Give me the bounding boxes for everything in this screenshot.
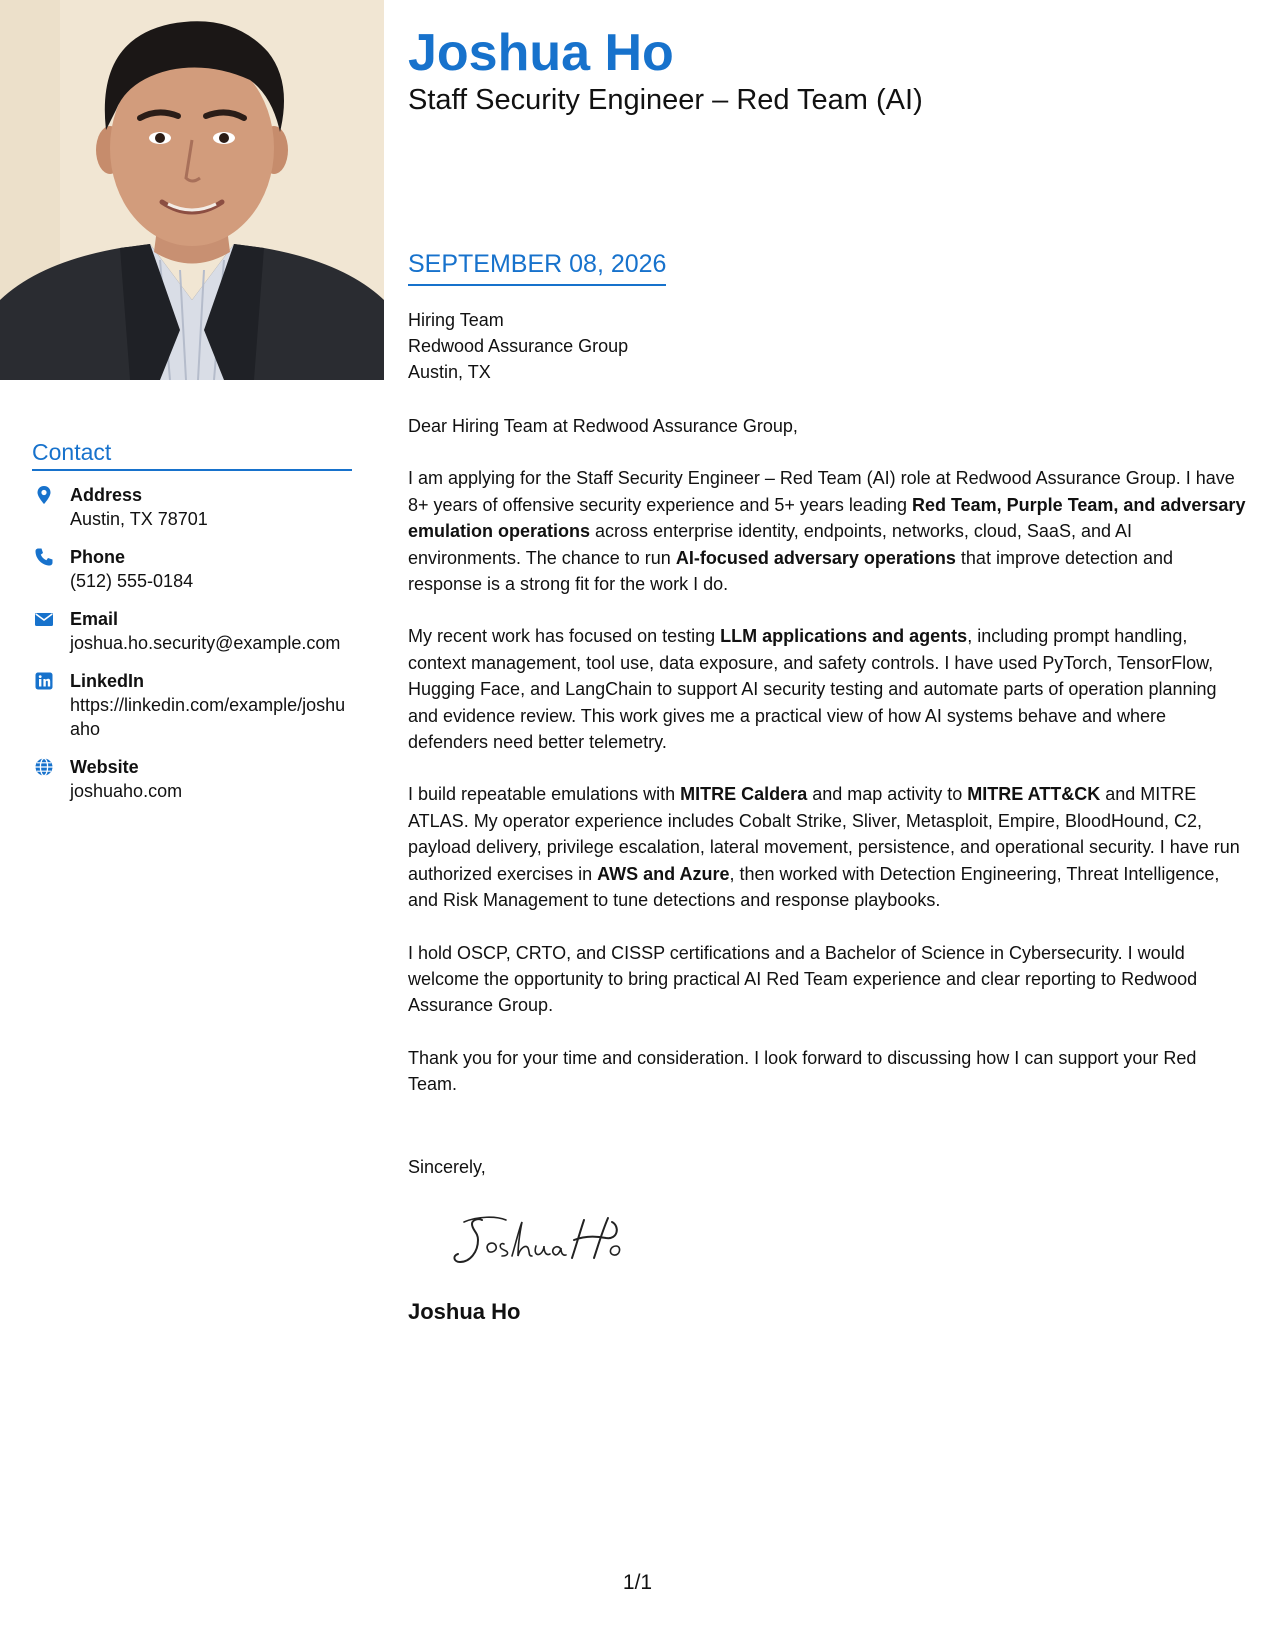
contact-section xyxy=(32,438,352,817)
job-title: Staff Security Engineer – Red Team (AI) xyxy=(408,84,923,116)
p3-text-a: I build repeatable emulations with xyxy=(408,784,681,805)
contact-website xyxy=(32,755,352,803)
p3-bold-2: MITRE ATT&CK xyxy=(967,784,1101,805)
p3-text-e: , then worked with Detection Engineering, Threat Intelligence, and Risk Management to tune detections and response playbooks. xyxy=(408,863,1220,911)
location-pin-icon xyxy=(34,485,54,505)
recipient-block xyxy=(408,307,628,385)
header xyxy=(408,24,1250,118)
linkedin-icon xyxy=(34,671,54,691)
address-label: Address xyxy=(70,485,143,505)
profile-photo xyxy=(0,0,384,380)
phone-value[interactable]: (512) 555-0184 xyxy=(70,571,194,591)
contact-phone xyxy=(32,545,352,593)
website-label: Website xyxy=(70,757,139,777)
paragraph-5: Thank you for your time and consideration. I look forward to discussing how I can support your Red Team. xyxy=(408,1047,1197,1095)
closing: Sincerely, xyxy=(408,1157,486,1177)
globe-icon xyxy=(34,757,54,777)
p3-text-d: and MITRE ATLAS. My operator experience includes Cobalt Strike, Sliver, Metasploit, Empire, BloodHound, C2, payload delivery, privilege escalation, lateral movement, persistence, and operational security. I have run authorized exercises in xyxy=(408,784,1240,884)
address-value: Austin, TX 78701 xyxy=(70,509,208,529)
linkedin-label: LinkedIn xyxy=(70,671,145,691)
applicant-name: Joshua Ho xyxy=(408,24,674,82)
phone-label: Phone xyxy=(70,547,126,567)
contact-address xyxy=(32,483,352,531)
email-value[interactable]: joshua.ho.security@example.com xyxy=(70,633,341,653)
email-label: Email xyxy=(70,609,119,629)
salutation: Dear Hiring Team at Redwood Assurance Group, xyxy=(408,416,798,436)
portrait-illustration xyxy=(0,0,384,380)
envelope-icon xyxy=(34,609,54,629)
linkedin-value[interactable]: https://linkedin.com/example/joshuaho xyxy=(70,695,346,739)
paragraph-3 xyxy=(408,781,1250,913)
page-number: 1/1 xyxy=(622,1571,653,1594)
letter-date: SEPTEMBER 08, 2026 xyxy=(408,248,666,286)
contact-email xyxy=(32,607,352,655)
contact-heading: Contact xyxy=(32,438,352,471)
p1-bold-2: AI-focused adversary operations xyxy=(675,547,956,568)
paragraph-4: I hold OSCP, CRTO, and CISSP certifications and a Bachelor of Science in Cybersecurity. I would welcome the opportunity to bring practical AI Red Team experience and clear reporting to Redwood Assurance Group. xyxy=(408,942,1198,1016)
contact-linkedin xyxy=(32,669,352,741)
p2-text-a: My recent work has focused on testing xyxy=(408,626,721,647)
p1-text-a: I am applying for the Staff Security Engineer – Red Team (AI) role at Redwood Assurance Group. I have 8+ years of offensive security experience and 5+ years leading xyxy=(408,468,1235,515)
p3-bold-3: AWS and Azure xyxy=(597,863,730,884)
p1-bold-1: Red Team, Purple Team, and adversary emulation operations xyxy=(408,494,1246,542)
letter-body xyxy=(408,413,1250,1124)
p3-bold-1: MITRE Caldera xyxy=(680,784,808,805)
p1-text-d: that improve detection and response is a strong fit for the work I do. xyxy=(408,547,1174,595)
website-value[interactable]: joshuaho.com xyxy=(70,781,183,801)
p1-text-c: across enterprise identity, endpoints, networks, cloud, SaaS, and AI environments. The chance to run xyxy=(408,521,1132,568)
handwritten-signature xyxy=(448,1212,638,1268)
p3-text-c: and map activity to xyxy=(807,784,968,805)
paragraph-1 xyxy=(408,465,1250,597)
phone-icon xyxy=(34,547,54,567)
signer-name: Joshua Ho xyxy=(408,1299,521,1324)
paragraph-2 xyxy=(408,623,1250,755)
recipient-line: Hiring Team xyxy=(408,310,504,330)
recipient-company: Redwood Assurance Group xyxy=(408,336,629,356)
p2-bold-1: LLM applications and agents xyxy=(720,626,968,647)
p2-text-c: , including prompt handling, context management, tool use, data exposure, and safety controls. I have used PyTorch, TensorFlow, Hugging Face, and LangChain to support AI security testing and automate parts of operation planning and evidence review. This work gives me a practical view of how AI systems behave and where defenders need better telemetry. xyxy=(408,626,1217,753)
recipient-location: Austin, TX xyxy=(408,362,491,382)
